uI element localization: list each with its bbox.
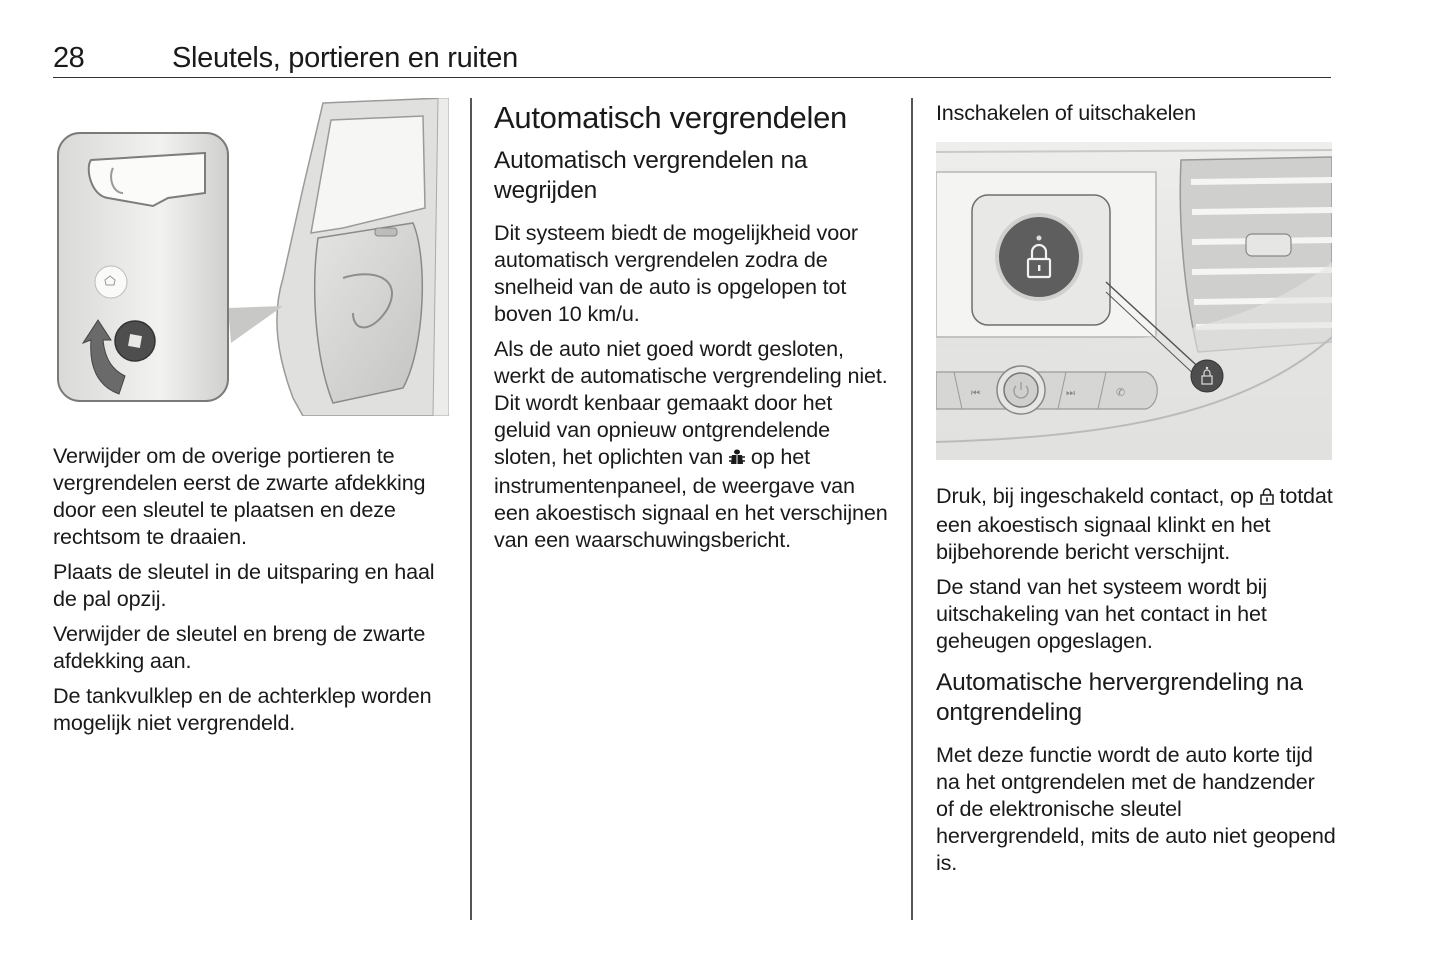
lock-inset [58, 133, 228, 401]
paragraph: De tankvulklep en de achterklep worden mogelijk niet vergrendeld. [53, 683, 432, 735]
column-divider-1 [470, 98, 472, 920]
paragraph: Verwijder de sleutel en breng de zwarte afdekking aan. [53, 621, 426, 673]
paragraph-text: Als de auto niet goed wordt gesloten, werkt de automatische vergrendeling niet. Dit wordt kenbaar gemaakt door het geluid van opnieuw ontgrendelende sloten, het oplichten van [494, 336, 888, 469]
svg-text:✆: ✆ [1116, 386, 1126, 399]
paragraph: Met deze functie wordt de auto korte tijd na het ontgrendelen met de handzender of de elektronische sleutel hervergrendeld, mits de auto niet geopend is. [936, 742, 1336, 875]
lock-button-small [1191, 360, 1223, 392]
paragraph-text: op het instrumentenpaneel, de weergave van een akoestisch signaal en het verschijnen van een waarschuwingsbericht. [494, 444, 888, 552]
dashboard-illustration [936, 142, 1332, 460]
control-buttons [936, 366, 1157, 414]
section-heading: Automatisch vergrendelen [494, 100, 847, 135]
subsection-heading: Automatische hervergrendeling na ontgrendeling [936, 669, 1303, 726]
paragraph: Verwijder om de overige portieren te vergrendelen eerst de zwarte afdekking door een sleutel te plaatsen en deze rechtsom te draaien. [53, 443, 426, 549]
paragraph-with-icon [936, 482, 1336, 565]
column-3 [936, 98, 1336, 884]
paragraph: De stand van het systeem wordt bij uitschakeling van het contact in het geheugen opgeslagen. [936, 574, 1267, 653]
page-number: 28 [53, 42, 85, 74]
subsection-heading: Automatisch vergrendelen na wegrijden [494, 147, 808, 204]
column-1 [53, 98, 449, 744]
page-header [53, 40, 1331, 78]
svg-text:⏭: ⏭ [1066, 388, 1075, 399]
chapter-title: Sleutels, portieren en ruiten [172, 42, 518, 74]
car-door-drawing [277, 98, 449, 416]
paragraph-with-icon [494, 335, 894, 553]
column-2 [494, 98, 894, 561]
svg-text:⏮: ⏮ [971, 388, 980, 399]
paragraph-text: totdat een akoestisch signaal klinkt en het bijbehorende bericht verschijnt. [936, 483, 1333, 564]
lock-icon [1260, 484, 1274, 511]
paragraph: Dit systeem biedt de mogelijkheid voor automatisch vergrendelen zodra de snelheid van de auto is opgelopen tot boven 10 km/u. [494, 220, 858, 326]
lock-button-enlarged [995, 213, 1083, 301]
door-lock-illustration [53, 98, 449, 416]
paragraph-text: Druk, bij ingeschakeld contact, op [936, 483, 1260, 508]
column-divider-2 [911, 98, 913, 920]
section-heading: Inschakelen of uitschakelen [936, 100, 1196, 125]
open-door-warning-icon [729, 445, 745, 472]
paragraph: Plaats de sleutel in de uitsparing en haal de pal opzij. [53, 559, 435, 611]
